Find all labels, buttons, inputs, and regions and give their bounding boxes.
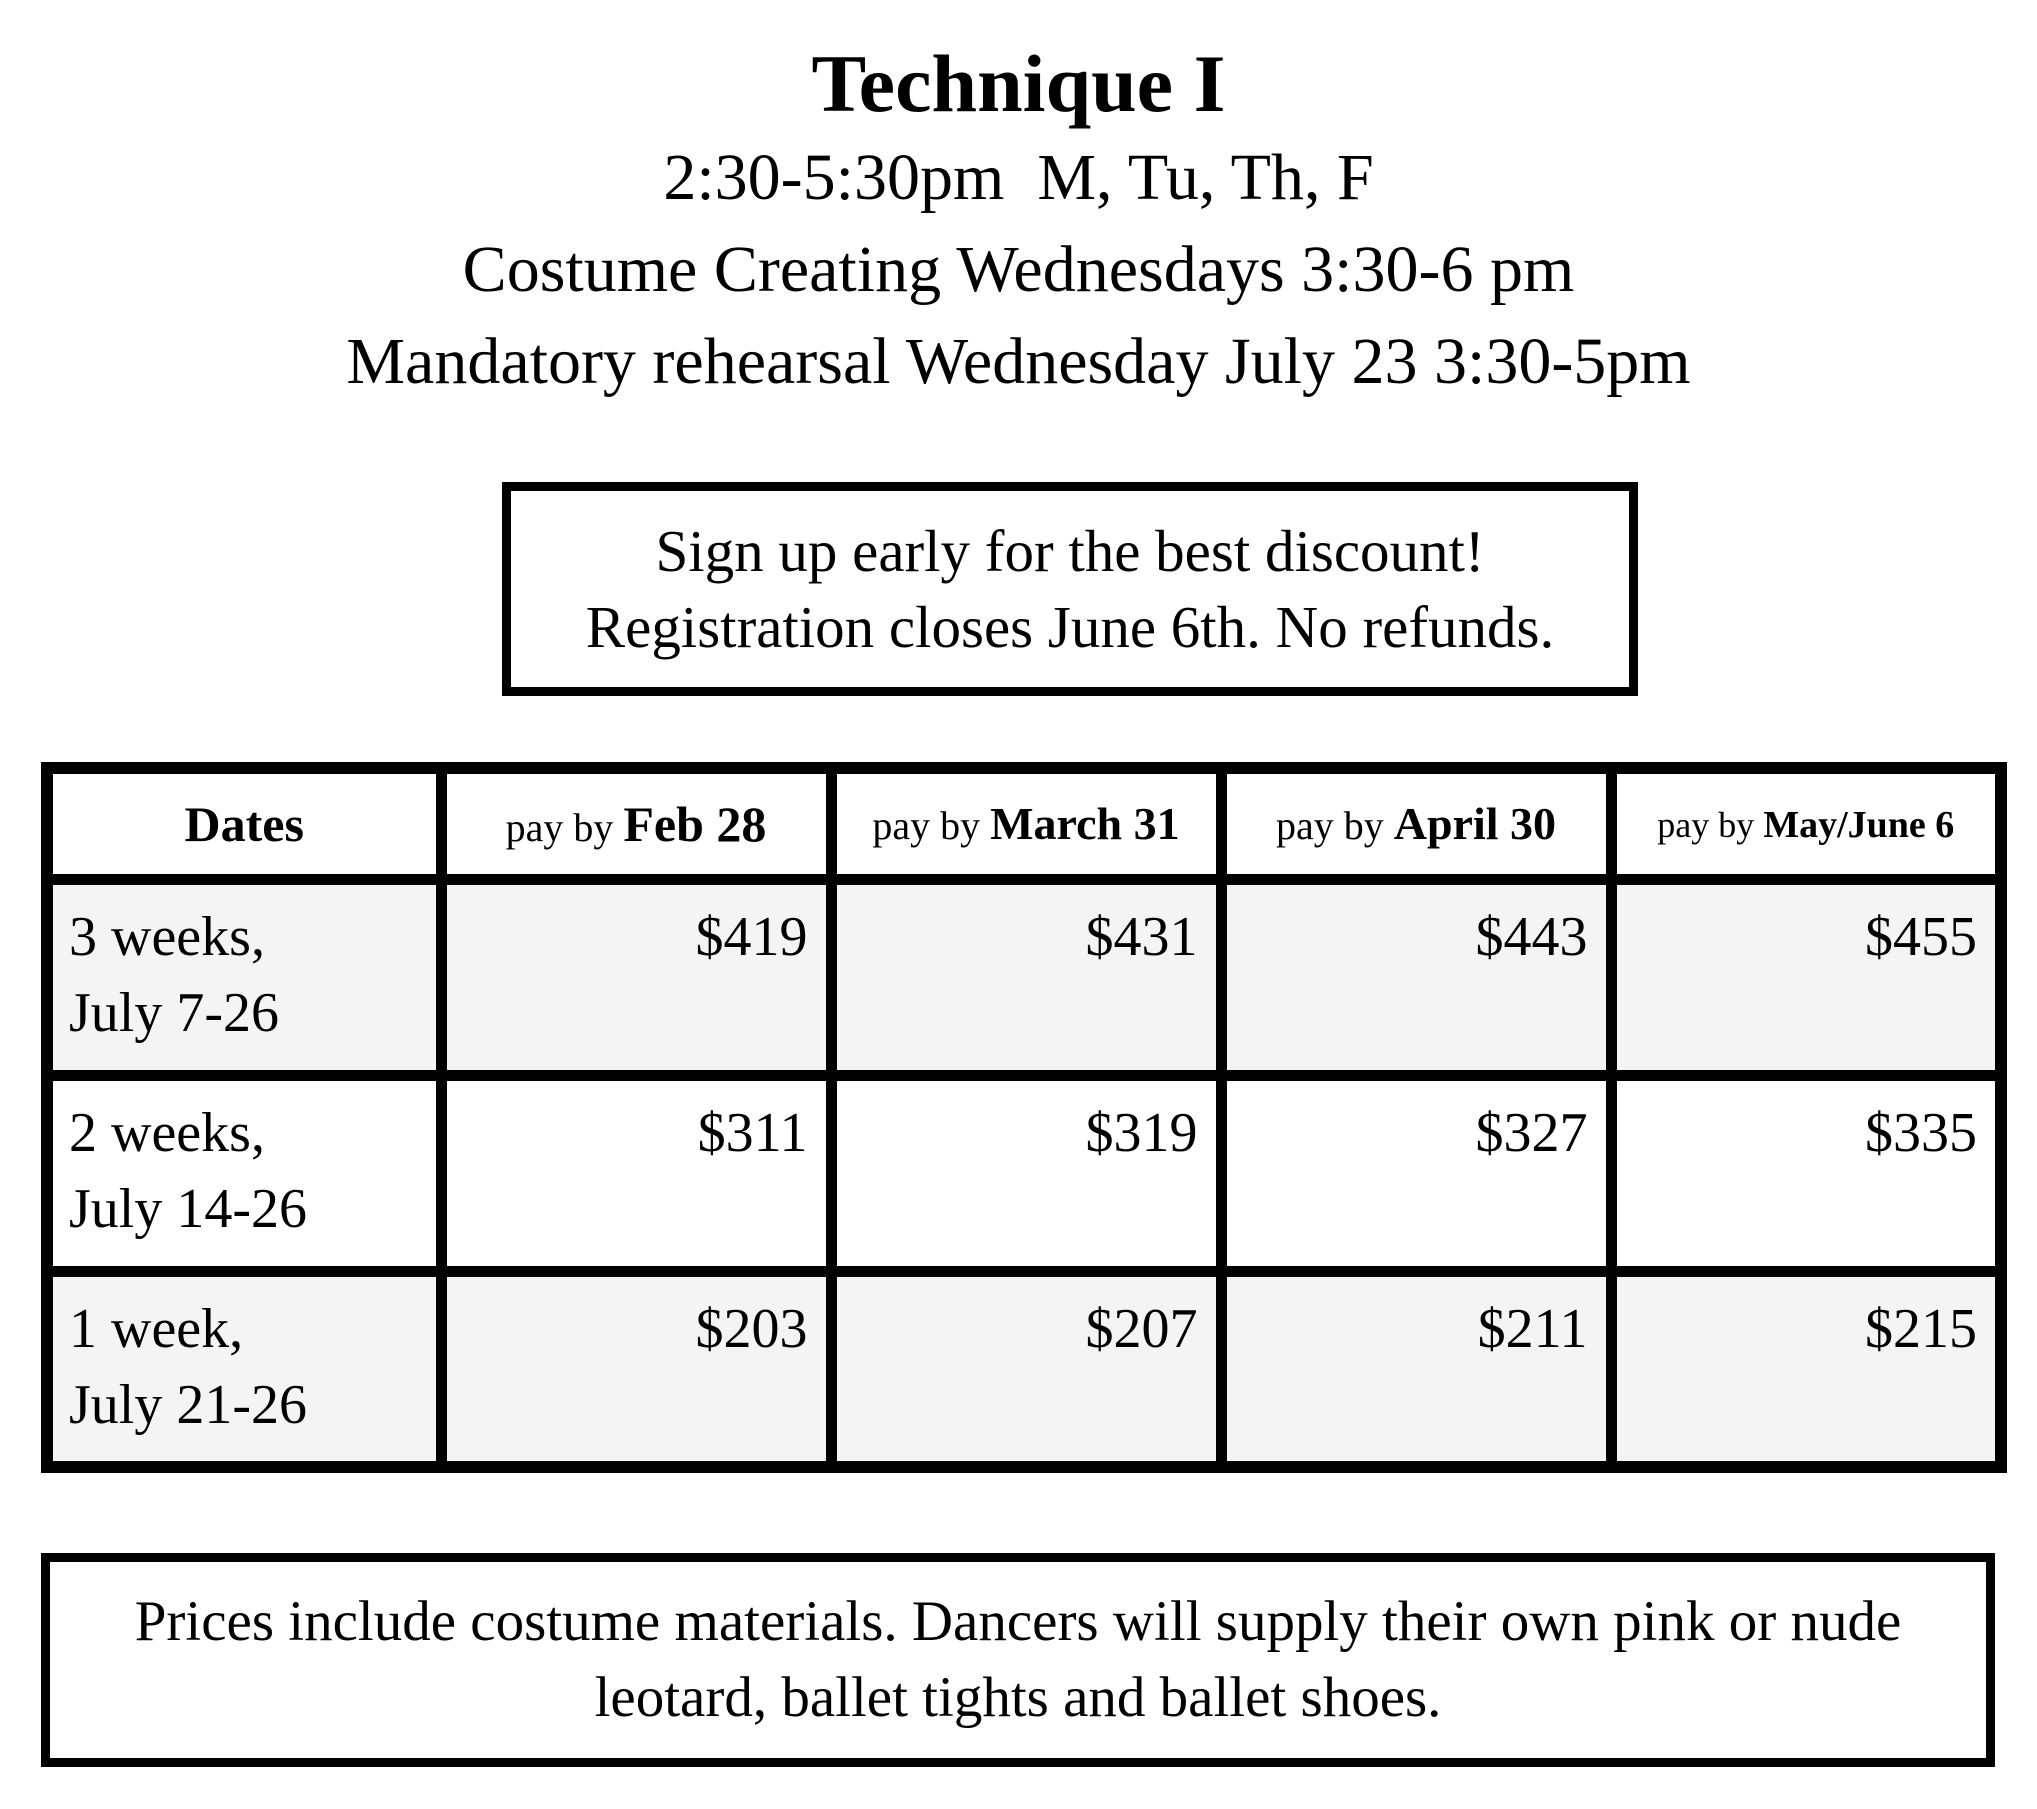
- price-cell: $207: [831, 1271, 1221, 1467]
- price-cell: $319: [831, 1075, 1221, 1271]
- price-cell: $419: [441, 879, 831, 1075]
- price-cell: $335: [1611, 1075, 2001, 1271]
- rehearsal-schedule: Mandatory rehearsal Wednesday July 23 3:30-5pm: [346, 325, 1691, 398]
- notice-line-discount: Sign up early for the best discount!: [655, 518, 1485, 584]
- table-row: [47, 1075, 2001, 1271]
- price-cell: $215: [1611, 1271, 2001, 1467]
- pay-by-label: pay by: [872, 803, 991, 849]
- price-cell: $443: [1221, 879, 1611, 1075]
- price-cell: $455: [1611, 879, 2001, 1075]
- pay-by-label: pay by: [1275, 803, 1394, 849]
- date-range-label: July 21-26: [69, 1373, 307, 1436]
- price-cell: $311: [441, 1075, 831, 1271]
- dates-cell: [47, 1075, 441, 1271]
- duration-label: 3 weeks,: [69, 905, 265, 968]
- column-header-march: [831, 768, 1221, 879]
- price-cell: $431: [831, 879, 1221, 1075]
- dates-cell: [47, 879, 441, 1075]
- column-header-may-june: [1611, 768, 2001, 879]
- date-range-label: July 14-26: [69, 1177, 307, 1240]
- notice-line-deadline: Registration closes June 6th. No refunds.: [585, 594, 1555, 660]
- deadline-label: March 31: [990, 798, 1180, 850]
- column-header-april: [1221, 768, 1611, 879]
- footer-note-text: Prices include costume materials. Dancers will supply their own pink or nude leotard, ballet tights and ballet shoes.: [134, 1590, 1902, 1729]
- price-cell: $203: [441, 1271, 831, 1467]
- registration-notice: [502, 482, 1638, 696]
- pay-by-label: pay by: [1657, 805, 1764, 846]
- duration-label: 2 weeks,: [69, 1101, 265, 1164]
- costume-schedule: Costume Creating Wednesdays 3:30-6 pm: [462, 233, 1575, 306]
- price-cell: $327: [1221, 1075, 1611, 1271]
- dates-cell: [47, 1271, 441, 1467]
- deadline-label: Feb 28: [623, 795, 767, 852]
- footer-note: [41, 1553, 1995, 1767]
- deadline-label: May/June 6: [1763, 804, 1955, 847]
- page-title: Technique I: [811, 38, 1226, 129]
- price-cell: $211: [1221, 1271, 1611, 1467]
- table-row: [47, 1271, 2001, 1467]
- pay-by-label: pay by: [505, 804, 624, 850]
- table-header-row: [47, 768, 2001, 879]
- date-range-label: July 7-26: [69, 981, 279, 1044]
- duration-label: 1 week,: [69, 1297, 244, 1360]
- dates-column-header: Dates: [47, 768, 441, 879]
- class-schedule: 2:30-5:30pm M, Tu, Th, F: [663, 141, 1374, 214]
- column-header-feb: [441, 768, 831, 879]
- price-table: [41, 762, 2007, 1473]
- table-row: [47, 879, 2001, 1075]
- deadline-label: April 30: [1393, 798, 1557, 850]
- header: [0, 36, 2037, 408]
